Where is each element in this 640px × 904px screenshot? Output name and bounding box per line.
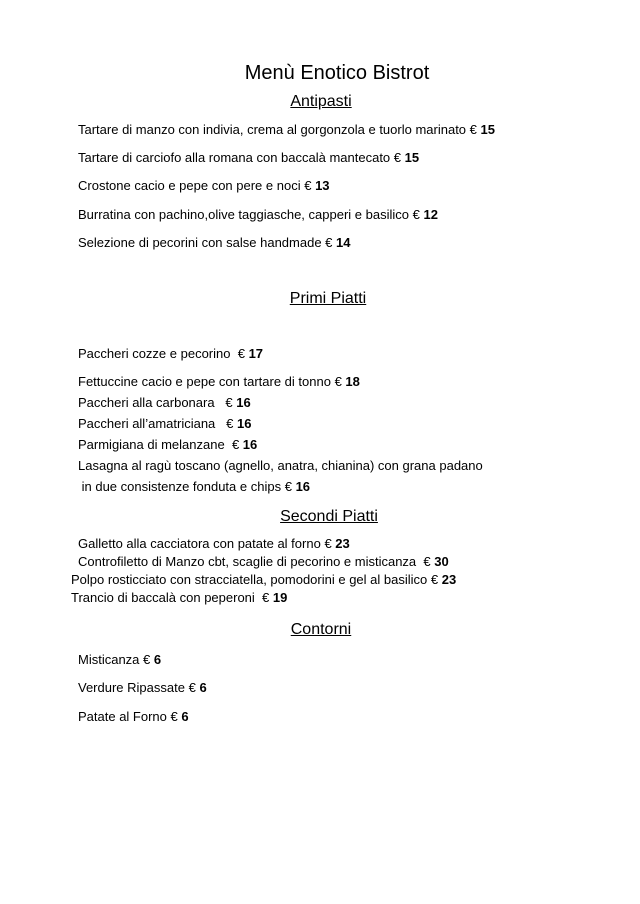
item-price: 18: [345, 374, 360, 389]
item-name: Tartare di manzo con indivia, crema al gorgonzola e tuorlo marinato: [78, 122, 467, 137]
item-price: 12: [423, 207, 438, 222]
item-price: 23: [441, 572, 457, 587]
item-name: Paccheri all’amatriciana: [78, 416, 216, 431]
currency: €: [430, 572, 439, 587]
item-price: 6: [181, 709, 189, 724]
item-price: 6: [153, 652, 162, 667]
menu-item: [78, 536, 350, 552]
item-price: 15: [480, 122, 495, 137]
item-name: Selezione di pecorini con salse handmade: [78, 235, 322, 250]
item-name: Tartare di carciofo alla romana con baccalà mantecato: [78, 150, 391, 165]
item-price: 30: [434, 554, 449, 569]
currency: €: [231, 437, 240, 452]
menu-item: [71, 590, 287, 606]
menu-item: [78, 416, 251, 432]
item-sep: [215, 416, 226, 431]
item-price: 15: [404, 150, 420, 165]
currency: €: [225, 395, 233, 410]
menu-item: [78, 178, 330, 194]
item-name: Paccheri alla carbonara: [78, 395, 215, 410]
item-name: Patate al Forno: [78, 709, 167, 724]
item-price: 14: [336, 235, 351, 250]
item-name: Controfiletto di Manzo cbt, scaglie di pecorino e misticanza: [78, 554, 417, 569]
item-sep: [215, 395, 226, 410]
menu-item: [78, 437, 257, 453]
item-price: 6: [199, 680, 207, 695]
item-sep: [225, 437, 232, 452]
section-heading-antipasti: Antipasti: [290, 93, 352, 110]
currency: €: [170, 709, 178, 724]
menu-item: [78, 374, 360, 390]
item-name: Misticanza: [78, 652, 140, 667]
item-price: 23: [335, 536, 350, 551]
menu-item: [78, 709, 189, 725]
currency: €: [334, 374, 342, 389]
item-price: 17: [248, 346, 264, 361]
currency: €: [325, 235, 333, 250]
currency: €: [324, 536, 332, 551]
section-heading-primi-piatti: Primi Piatti: [289, 290, 367, 307]
item-name: Fettuccine cacio e pepe con tartare di tonno: [78, 374, 331, 389]
currency: €: [284, 479, 292, 494]
item-price: 16: [236, 416, 252, 431]
item-name: Trancio di baccalà con peperoni: [71, 590, 255, 605]
currency: €: [423, 554, 431, 569]
menu-item: [78, 207, 438, 223]
menu-item: [78, 652, 161, 668]
menu-item: [78, 395, 251, 411]
item-price: 16: [236, 395, 251, 410]
menu-item: [78, 458, 483, 474]
currency: €: [143, 652, 151, 667]
menu-item: [78, 554, 449, 570]
item-price: 13: [315, 178, 330, 193]
item-name: in due consistenze fonduta e chips: [78, 479, 282, 494]
item-price: 16: [295, 479, 311, 494]
currency: €: [393, 150, 402, 165]
menu-item: [71, 572, 456, 588]
item-name: Galletto alla cacciatora con patate al forno: [78, 536, 321, 551]
currency: €: [226, 416, 234, 431]
item-sep: [230, 346, 237, 361]
item-price: 16: [242, 437, 258, 452]
currency: €: [262, 590, 270, 605]
item-name: Verdure Ripassate: [78, 680, 185, 695]
menu-title: Menù Enotico Bistrot: [244, 62, 430, 84]
menu-item: [78, 680, 207, 696]
section-heading-secondi-piatti: Secondi Piatti: [280, 508, 378, 525]
menu-item: [78, 122, 495, 138]
item-name: Parmigiana di melanzane: [78, 437, 225, 452]
item-name: Polpo rosticciato con stracciatella, pomodorini e gel al basilico: [71, 572, 428, 587]
currency: €: [237, 346, 245, 361]
item-name: Paccheri cozze e pecorino: [78, 346, 231, 361]
currency: €: [188, 680, 196, 695]
item-name: Lasagna al ragù toscano (agnello, anatra, chianina) con grana padano: [78, 458, 483, 473]
menu-item: [78, 479, 310, 495]
item-name: Burratina con pachino,olive taggiasche, capperi e basilico: [78, 207, 409, 222]
currency: €: [412, 207, 420, 222]
currency: €: [304, 178, 312, 193]
item-sep: [255, 590, 262, 605]
menu-item: [78, 346, 263, 362]
menu-item: [78, 150, 419, 166]
section-heading-contorni: Contorni: [290, 621, 352, 638]
currency: €: [469, 122, 477, 137]
item-name: Crostone cacio e pepe con pere e noci: [78, 178, 301, 193]
menu-item: [78, 235, 351, 251]
item-price: 19: [272, 590, 288, 605]
